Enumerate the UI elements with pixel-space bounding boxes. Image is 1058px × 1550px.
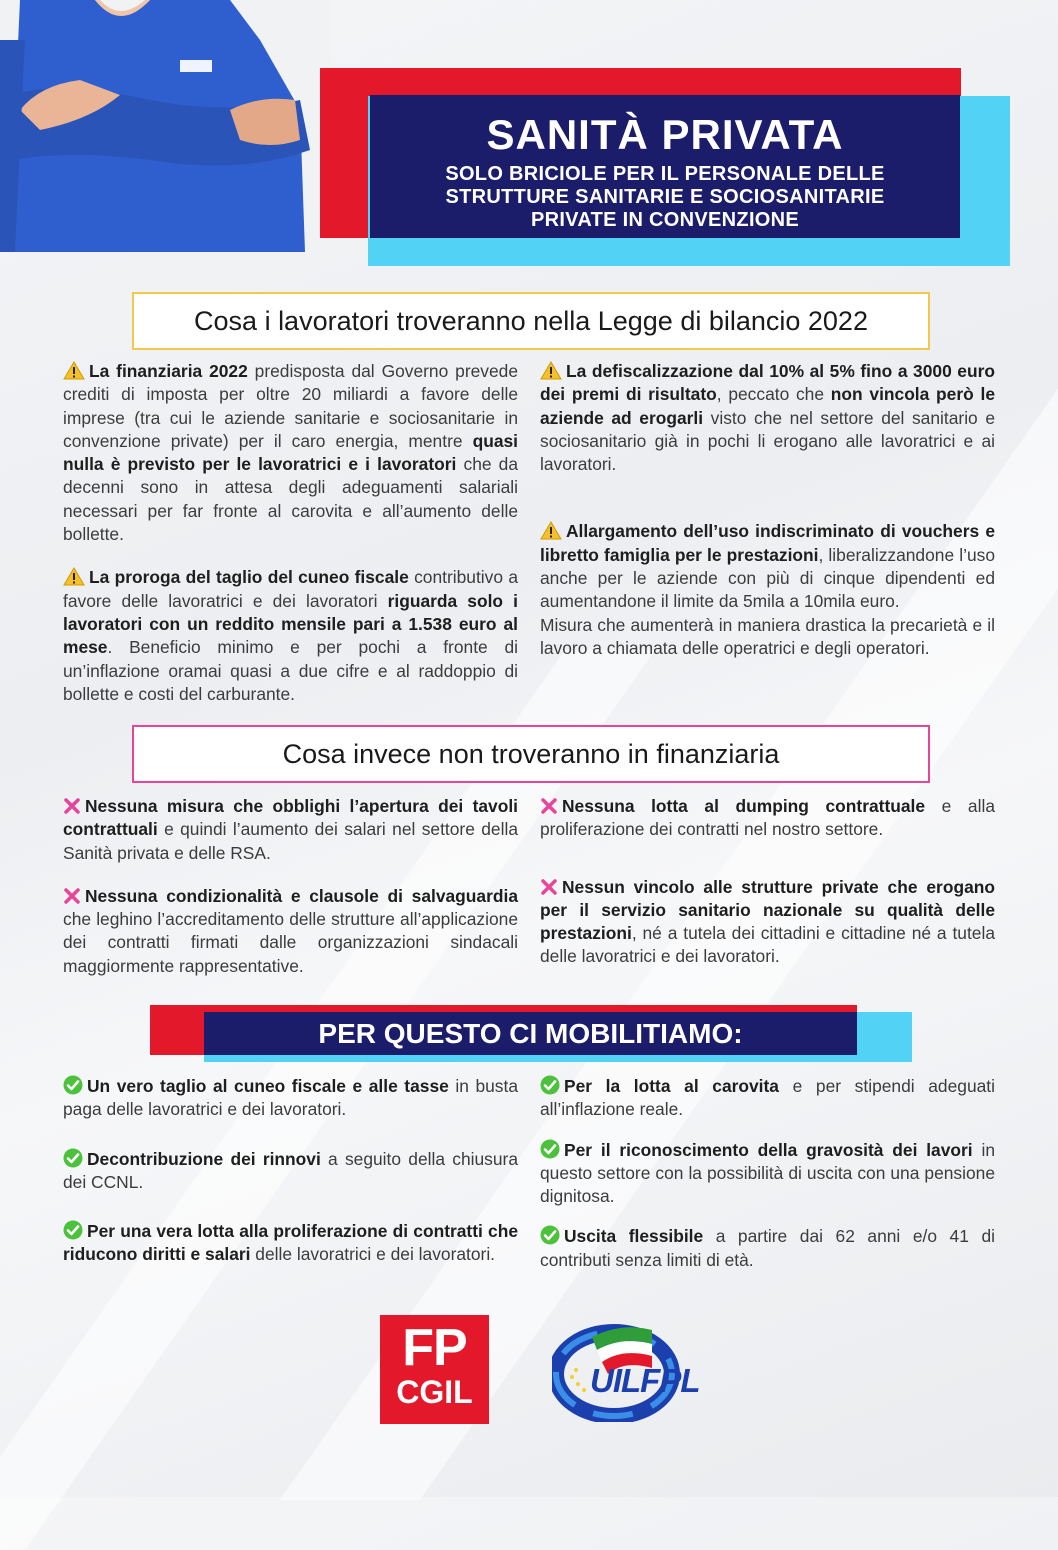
section2-left-column: [63, 795, 518, 998]
warning-icon: [540, 361, 562, 380]
logo-cgil-text: CGIL: [396, 1374, 473, 1410]
logo-fp-text: FP: [402, 1319, 467, 1377]
fp-cgil-logo: [380, 1315, 489, 1424]
list-item: La proroga del taglio del cuneo fiscale contributivo a favore delle lavoratrici e dei lavoratori riguarda solo i lavoratori con un reddito mensile pari a 1.538 euro al mese. Beneficio minimo e per pochi a fronte di un’inflazione oramai quasi a due cifre e al raddoppio di bollette e costi del carburante.: [63, 567, 518, 704]
section1-right-column: [540, 360, 995, 680]
check-icon: [63, 1220, 83, 1240]
section-heading-bilancio: Cosa i lavoratori troveranno nella Legge di bilancio 2022: [132, 292, 930, 350]
section3-left-column: [63, 1075, 518, 1287]
logo-uilfpl-text: UILFPL: [590, 1362, 700, 1399]
check-icon: [540, 1225, 560, 1245]
section-heading-non-troveranno: Cosa invece non troveranno in finanziaria: [132, 725, 930, 783]
section1-left-column: [63, 360, 518, 726]
list-item: Per la lotta al carovita e per stipendi adeguati all’inflazione reale.: [540, 1076, 995, 1120]
page-subtitle: [370, 163, 960, 232]
list-item: Per il riconoscimento della gravosità dei lavori in questo settore con la possibilità di uscita con una pensione dignitosa.: [540, 1139, 995, 1207]
warning-icon: [63, 361, 85, 380]
cross-icon: [63, 797, 81, 815]
list-item: Per una vera lotta alla proliferazione di contratti che riducono diritti e salari delle lavoratrici e dei lavoratori.: [63, 1221, 518, 1265]
list-item: La finanziaria 2022 predisposta dal Governo prevede crediti di imposta per oltre 20 miliardi a favore delle imprese (tra cui le aziende sanitarie e sociosanitarie in convenzione private) per il caro energia, mentre quasi nulla è previsto per le lavoratrici e i lavoratori che da decenni sono in attesa degli adeguamenti salariali necessari per far fronte al carovita e all’aumento delle bollette.: [63, 361, 519, 545]
header-panel: [370, 95, 960, 238]
warning-icon: [63, 567, 85, 586]
warning-icon: [540, 521, 562, 540]
list-item: Nessuna lotta al dumping contrattuale e alla proliferazione dei contratti nel nostro settore.: [540, 796, 995, 840]
list-item: La defiscalizzazione dal 10% al 5% fino a 3000 euro dei premi di risultato, peccato che non vincola però le aziende ad erogarli visto che nel settore del sanitario e sociosanitario già in pochi li erogano alle lavoratrici e ai lavoratori.: [540, 361, 995, 475]
check-icon: [63, 1148, 83, 1168]
check-icon: [540, 1075, 560, 1095]
list-item: Allargamento dell’uso indiscriminato di vouchers e libretto famiglia per le prestazioni, liberalizzandone l’uso anche per le aziende con più di cinque dipendenti ed aumentandone il limite da 5mila a 10mila euro.: [540, 521, 995, 612]
subtitle-line: SOLO BRICIOLE PER IL PERSONALE DELLE: [445, 163, 885, 185]
page-title: SANITÀ PRIVATA: [486, 111, 844, 158]
subtitle-line: STRUTTURE SANITARIE E SOCIOSANITARIE: [445, 186, 885, 208]
section2-right-column: [540, 795, 995, 989]
list-item: Decontribuzione dei rinnovi a seguito della chiusura dei CCNL.: [63, 1148, 518, 1192]
list-item-note: Misura che aumenterà in maniera drastica la precarietà e il lavoro a chiamata delle operatrici e degli operatori.: [540, 614, 995, 658]
list-item: Nessuna condizionalità e clausole di salvaguardia che leghino l’accreditamento delle strutture all’applicazione dei contratti firmati dalle organizzazioni sindacali maggiormente rappresentative.: [63, 885, 518, 976]
list-item: Nessun vincolo alle strutture private che erogano per il servizio sanitario nazionale su qualità delle prestazioni, né a tutela dei cittadini e cittadine né a tutela delle lavoratrici e dei lavoratori.: [540, 876, 995, 967]
check-icon: [540, 1139, 560, 1159]
list-item: Nessuna misura che obblighi l’apertura dei tavoli contrattuali e quindi l’aumento dei salari nel settore della Sanità privata e delle RSA.: [63, 796, 518, 863]
cross-icon: [63, 887, 81, 905]
list-item: Un vero taglio al cuneo fiscale e alle tasse in busta paga delle lavoratrici e dei lavoratori.: [63, 1076, 518, 1120]
list-item: Uscita flessibile a partire dai 62 anni e/o 41 di contributi senza limiti di età.: [540, 1226, 995, 1270]
section-heading-mobilitiamo: PER QUESTO CI MOBILITIAMO:: [204, 1012, 857, 1055]
subtitle-line: PRIVATE IN CONVENZIONE: [530, 209, 800, 231]
nurse-illustration: [0, 0, 330, 252]
cross-icon: [540, 797, 558, 815]
section3-right-column: [540, 1075, 995, 1292]
check-icon: [63, 1075, 83, 1095]
cross-icon: [540, 878, 558, 896]
